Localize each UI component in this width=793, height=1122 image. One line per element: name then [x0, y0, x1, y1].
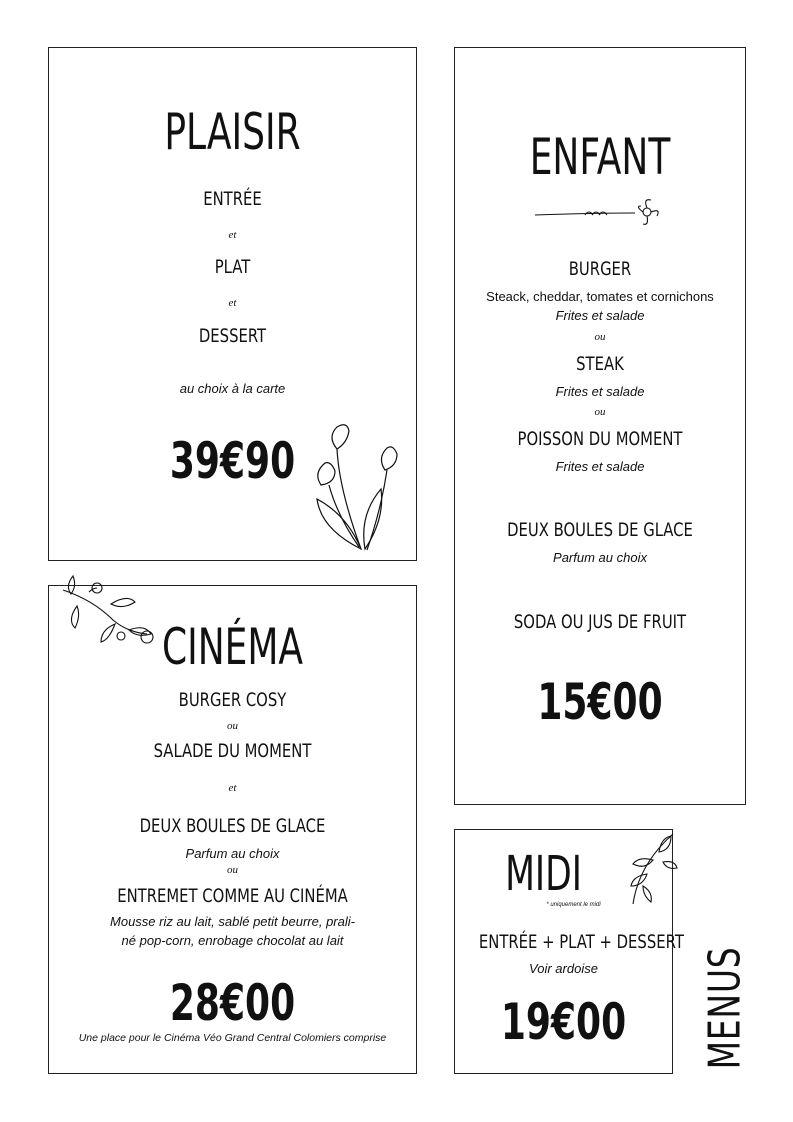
tulip-flowers-icon [307, 413, 417, 563]
plaisir-note: au choix à la carte [179, 381, 286, 396]
enfant-steak-side: Frites et salade [555, 384, 645, 399]
plaisir-item-entree: ENTRÉE [203, 188, 262, 210]
enfant-poisson-side: Frites et salade [555, 459, 645, 474]
midi-note: Voir ardoise [529, 961, 598, 976]
menus-side-label-text: MENUS [699, 946, 751, 1070]
menu-midi-card [454, 829, 684, 1074]
cinema-item-entremet-desc-2: né pop-corn, enrobage chocolat au lait [121, 933, 344, 948]
enfant-steak: STEAK [576, 353, 624, 375]
menus-side-label [699, 942, 751, 1074]
menu-cinema-card [48, 585, 417, 1074]
midi-item: ENTRÉE + PLAT + DESSERT [478, 931, 684, 953]
cinema-title: CINÉMA [161, 618, 304, 676]
cinema-item-glace-note: Parfum au choix [185, 846, 280, 861]
enfant-conj-1: ou [594, 331, 606, 343]
plaisir-price: 39€90 [169, 432, 296, 490]
menu-plaisir-card [48, 47, 417, 561]
cinema-item-burger: BURGER COSY [178, 689, 287, 711]
plaisir-item-plat: PLAT [214, 256, 251, 278]
enfant-title: ENFANT [529, 128, 671, 186]
midi-subtitle: * uniquement le midi [546, 902, 601, 908]
flower-stem-divider-icon [535, 198, 665, 228]
enfant-dessert-note: Parfum au choix [553, 550, 647, 565]
cinema-footnote: Une place pour le Cinéma Véo Grand Central Colomiers comprise [78, 1032, 387, 1044]
midi-price: 19€00 [500, 993, 627, 1051]
enfant-burger-side: Frites et salade [555, 308, 645, 323]
leaf-branch-icon [623, 830, 679, 906]
plaisir-conj-2: et [228, 297, 237, 309]
enfant-dessert: DEUX BOULES DE GLACE [507, 519, 693, 541]
plaisir-item-dessert: DESSERT [198, 325, 267, 347]
cinema-price: 28€00 [169, 974, 296, 1032]
cinema-item-entremet-desc-1: Mousse riz au lait, sablé petit beurre, prali- [110, 914, 355, 929]
cinema-item-entremet: ENTREMET COMME AU CINÉMA [117, 885, 348, 907]
enfant-burger-desc: Steack, cheddar, tomates et cornichons [486, 289, 714, 304]
cinema-item-glace: DEUX BOULES DE GLACE [139, 815, 326, 837]
enfant-conj-2: ou [594, 406, 606, 418]
menu-enfant-card [454, 47, 746, 805]
enfant-poisson: POISSON DU MOMENT [517, 428, 683, 450]
plaisir-conj-1: et [228, 229, 237, 241]
cinema-conj-3: ou [227, 864, 238, 876]
cinema-conj-2: et [228, 782, 237, 794]
enfant-price: 15€00 [537, 673, 663, 731]
enfant-drink: SODA OU JUS DE FRUIT [513, 611, 687, 633]
midi-title: MIDI [505, 846, 582, 902]
enfant-burger: BURGER [568, 258, 632, 280]
plaisir-title: PLAISIR [164, 103, 301, 161]
cinema-conj-1: ou [227, 720, 238, 732]
cinema-item-salade: SALADE DU MOMENT [153, 740, 312, 762]
